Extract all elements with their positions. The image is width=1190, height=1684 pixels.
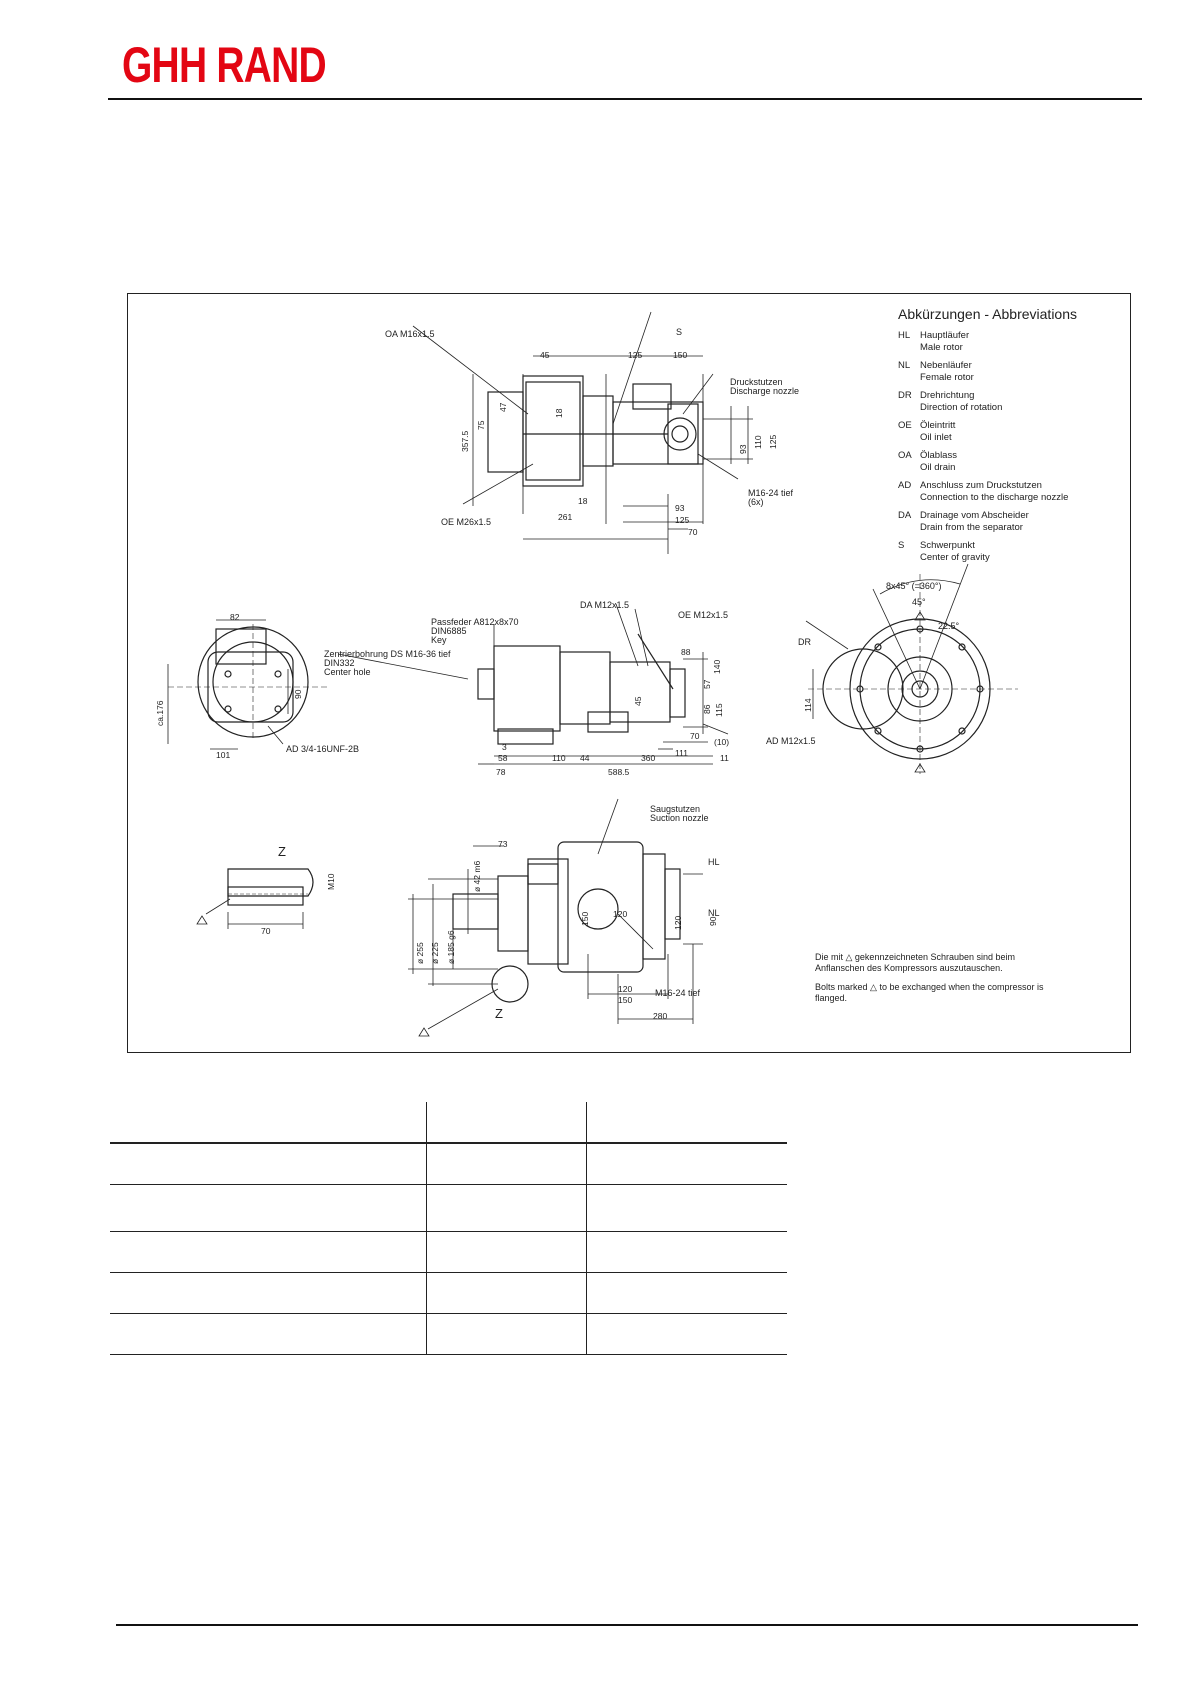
dim-185: ø 185 g6	[446, 930, 456, 964]
footer-rule	[116, 1624, 1138, 1626]
left-view-body	[168, 620, 468, 749]
abbr-code: OA	[898, 450, 912, 461]
label-oe: OE M26x1.5	[441, 517, 492, 527]
dim-140: 140	[712, 659, 722, 674]
label-angle-45: 45°	[912, 597, 926, 607]
abbr-de: Öleintritt	[920, 420, 956, 431]
abbr-oe	[898, 420, 1118, 444]
table-cell	[110, 1185, 427, 1232]
abbr-de: Schwerpunkt	[920, 540, 975, 551]
table-cell	[427, 1185, 587, 1232]
abbr-en: Center of gravity	[920, 552, 990, 563]
table-cell	[427, 1232, 587, 1273]
dim-ca176: ca.176	[155, 700, 165, 726]
label-oa: OA M16x1.5	[385, 329, 435, 339]
label-druck-en: Discharge nozzle	[730, 386, 800, 396]
dim-88: 88	[681, 647, 691, 657]
dim-70: 70	[688, 527, 698, 537]
table-cell	[427, 1273, 587, 1314]
table-cell	[110, 1314, 427, 1355]
dim-m10: M10	[326, 873, 336, 890]
dim-588: 588.5	[608, 767, 630, 777]
table-cell	[587, 1314, 788, 1355]
dim-110: 110	[753, 435, 763, 449]
abbr-de: Nebenläufer	[920, 360, 972, 371]
table-row	[110, 1102, 787, 1143]
abbr-ad	[898, 480, 1118, 504]
dim-280: 280	[653, 1011, 668, 1021]
dim-125b: 125	[768, 434, 778, 449]
dim-125c: 125	[675, 515, 690, 525]
dim-10: (10)	[714, 737, 730, 747]
abbr-en: Direction of rotation	[920, 402, 1003, 413]
dim-45-side: 45	[633, 696, 643, 706]
label-s: S	[676, 327, 683, 337]
abbreviations-legend	[898, 306, 1118, 570]
note-en: Bolts marked △ to be exchanged when the compressor is flanged.	[815, 982, 1044, 1003]
dim-73: 73	[498, 839, 508, 849]
dim-125: 125	[628, 350, 643, 360]
label-saug-de: Saugstutzen	[650, 804, 701, 814]
table-cell	[110, 1143, 427, 1185]
dim-111: 111	[675, 748, 688, 758]
label-angle-8x45: 8x45° (=360°)	[886, 581, 942, 591]
label-saug-en: Suction nozzle	[650, 813, 709, 823]
dim-58: 58	[498, 753, 508, 763]
label-dr: DR	[798, 637, 811, 647]
dim-225: ø 225	[430, 942, 440, 964]
abbr-nl	[898, 360, 1118, 384]
dim-44: 44	[580, 753, 590, 763]
label-din332: DIN332	[324, 658, 355, 668]
note-de: Die mit △ gekennzeichneten Schrauben sind beim Anflanschen des Kompressors auszutauschen.	[815, 952, 1016, 973]
label-z-detail: Z	[278, 844, 286, 859]
table-cell	[427, 1314, 587, 1355]
dim-70-side: 70	[690, 731, 700, 741]
spec-table	[110, 1102, 787, 1355]
abbr-code: NL	[898, 360, 911, 371]
dim-75: 75	[476, 420, 486, 430]
dim-93a: 93	[738, 444, 748, 454]
table-row	[110, 1143, 787, 1185]
dim-82: 82	[230, 612, 240, 622]
abbr-en: Connection to the discharge nozzle	[920, 492, 1069, 503]
label-nl: NL	[708, 908, 720, 918]
abbr-en: Oil inlet	[920, 432, 952, 443]
table-cell	[427, 1143, 587, 1185]
table-row	[110, 1185, 787, 1232]
dim-110-side: 110	[552, 753, 566, 763]
dim-357: 357.5	[460, 430, 470, 452]
dim-360: 360	[641, 753, 656, 763]
abbr-da	[898, 510, 1118, 534]
label-center-hole: Center hole	[324, 667, 371, 677]
label-m16: M16-24 tief	[748, 488, 794, 498]
abbr-code: S	[898, 540, 905, 551]
label-ad-m12: AD M12x1.5	[766, 736, 816, 746]
dim-57: 57	[702, 679, 712, 689]
table-row	[110, 1314, 787, 1355]
table-cell	[427, 1102, 587, 1143]
abbr-dr	[898, 390, 1118, 414]
dim-150: 150	[673, 350, 688, 360]
dim-255: ø 255	[415, 942, 425, 964]
abbr-de: Drainage vom Abscheider	[920, 510, 1029, 521]
abbr-en: Male rotor	[920, 342, 963, 353]
dim-120-circle: 120	[613, 909, 628, 919]
table-cell	[110, 1102, 427, 1143]
dim-90-left: 90	[293, 689, 303, 699]
label-angle-22: 22.5°	[938, 621, 960, 631]
abbr-de: Drehrichtung	[920, 390, 975, 401]
abbr-de: Ölablass	[920, 450, 957, 461]
label-key: Key	[431, 635, 447, 645]
dim-93b: 93	[675, 503, 685, 513]
table-cell	[587, 1232, 788, 1273]
dim-70-z: 70	[261, 926, 271, 936]
abbr-de: Anschluss zum Druckstutzen	[920, 480, 1042, 491]
dim-18a: 18	[554, 408, 564, 418]
dim-90-bottom: 90	[708, 916, 718, 926]
dim-261: 261	[558, 512, 573, 522]
table-cell	[587, 1102, 788, 1143]
table-row	[110, 1232, 787, 1273]
dim-42: ø 42 m6	[472, 860, 482, 892]
ghh-rand-logo: GHH RAND	[122, 37, 326, 93]
label-druck-de: Druckstutzen	[730, 377, 783, 387]
dim-101: 101	[216, 750, 231, 760]
table-cell	[587, 1143, 788, 1185]
label-hl: HL	[708, 857, 720, 867]
dim-115: 115	[714, 703, 724, 717]
dim-45: 45	[540, 350, 550, 360]
dim-114: 114	[803, 698, 813, 712]
abbr-code: DA	[898, 510, 912, 521]
abbr-en: Drain from the separator	[920, 522, 1023, 533]
technical-drawing	[127, 293, 1131, 1053]
dim-47: 47	[498, 402, 508, 412]
table-cell	[110, 1232, 427, 1273]
table-cell	[110, 1273, 427, 1314]
label-z-bottom: Z	[495, 1006, 503, 1021]
dim-120-bottom: 120	[673, 915, 683, 930]
abbr-code: DR	[898, 390, 912, 401]
table-row	[110, 1273, 787, 1314]
label-m16-count: (6x)	[748, 497, 764, 507]
bottom-view-body	[408, 799, 703, 1036]
dim-78: 78	[496, 767, 506, 777]
abbr-en: Female rotor	[920, 372, 974, 383]
abbr-s	[898, 540, 1118, 564]
abbr-hl	[898, 330, 1118, 354]
abbr-de: Hauptläufer	[920, 330, 970, 341]
label-din6885: DIN6885	[431, 626, 467, 636]
header-rule	[108, 98, 1142, 100]
table-cell	[587, 1273, 788, 1314]
label-m16-bottom: M16-24 tief	[655, 988, 701, 998]
dim-18b: 18	[578, 496, 588, 506]
right-view-flange	[806, 564, 1018, 774]
abbr-code: AD	[898, 480, 912, 491]
abbr-code: OE	[898, 420, 912, 431]
table-cell	[587, 1185, 788, 1232]
dim-11: 11	[720, 753, 729, 763]
detail-z	[197, 869, 313, 929]
label-zentrier: Zentrierbohrung DS M16-36 tief	[324, 649, 451, 659]
label-oe-m12: OE M12x1.5	[678, 610, 729, 620]
dim-3: 3	[502, 742, 507, 752]
abbr-code: HL	[898, 330, 911, 341]
label-da: DA M12x1.5	[580, 600, 630, 610]
abbreviations-title: Abkürzungen - Abbreviations	[898, 306, 1077, 322]
dim-120-bottom-b: 120	[618, 984, 633, 994]
abbr-oa	[898, 450, 1118, 474]
label-passfeder: Passfeder A812x8x70	[431, 617, 519, 627]
dim-150-bottom: 150	[580, 911, 590, 926]
abbr-en: Oil drain	[920, 462, 956, 473]
label-ad-unf: AD 3/4-16UNF-2B	[286, 744, 360, 754]
dim-86: 86	[702, 704, 712, 714]
dim-150-bottom-b: 150	[618, 995, 633, 1005]
